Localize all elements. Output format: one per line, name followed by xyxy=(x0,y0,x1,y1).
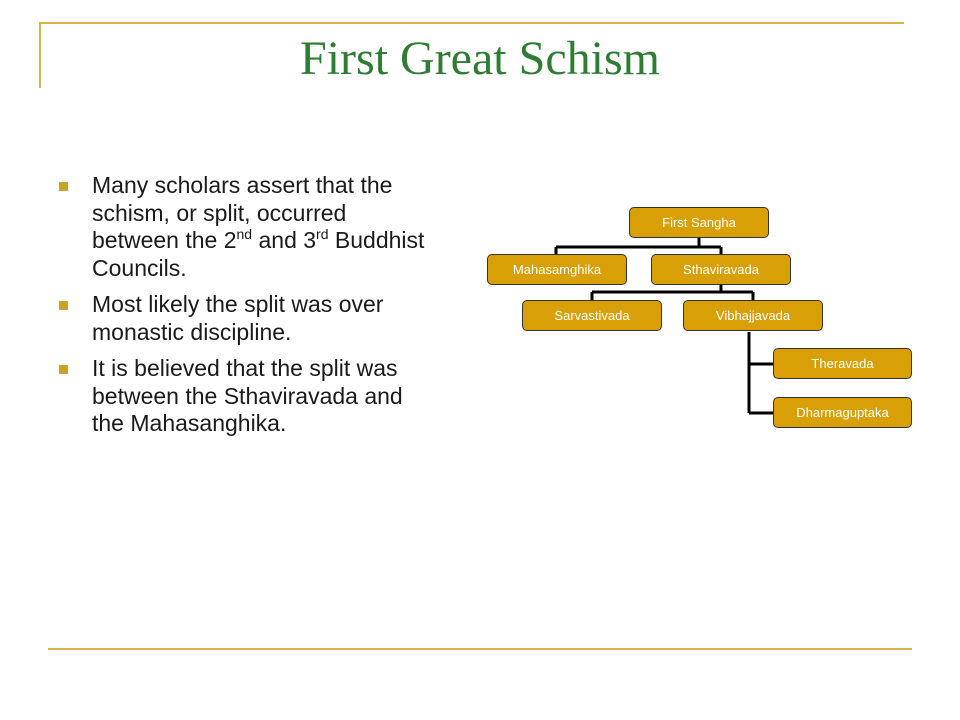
node-sarvastivada: Sarvastivada xyxy=(522,300,662,331)
superscript: rd xyxy=(316,226,329,242)
bullet-text-part: and 3 xyxy=(252,227,317,253)
slide-title: First Great Schism xyxy=(300,32,660,85)
node-mahasamghika: Mahasamghika xyxy=(487,254,627,285)
superscript: nd xyxy=(236,226,253,242)
connector-sthaviravada-children xyxy=(592,284,753,300)
node-sthaviravada: Sthaviravada xyxy=(651,254,791,285)
bullet-text-part: Many scholars assert that the schism, or split, occurred between the 2 xyxy=(92,172,393,253)
bullet-text-part: Buddhist Councils. xyxy=(92,227,425,281)
node-first-sangha: First Sangha xyxy=(629,207,769,238)
node-theravada: Theravada xyxy=(773,348,912,379)
bullet-text: It is believed that the split was between the Sthaviravada and the Mahasanghika. xyxy=(92,355,403,436)
node-dharmaguptaka: Dharmaguptaka xyxy=(773,397,912,428)
node-vibhajjavada: Vibhajjavada xyxy=(683,300,823,331)
bullet-text: Most likely the split was over monastic discipline. xyxy=(92,291,384,345)
connector-root-level1 xyxy=(556,238,721,255)
